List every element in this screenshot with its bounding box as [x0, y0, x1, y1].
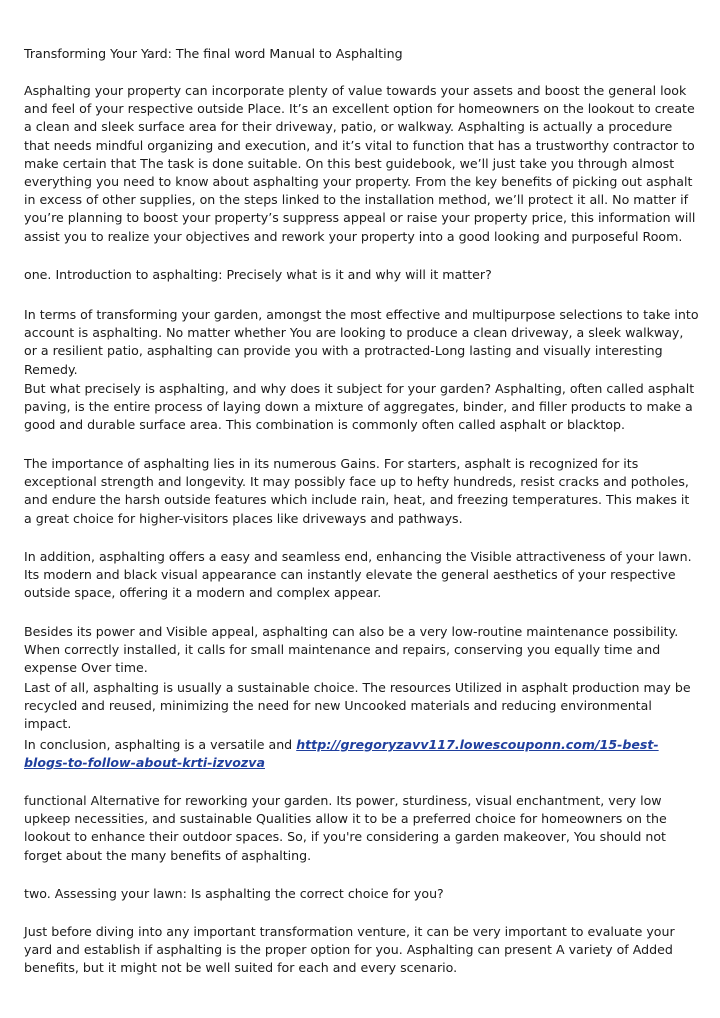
section-1-paragraph-5: Besides its power and Visible appeal, asphalting can also be a very low-routine maintenance possibility. When correctly installed, it calls for small maintenance and repairs, conserving you equally time and expense Over time. [24, 624, 679, 676]
intro-paragraph: Asphalting your property can incorporate plenty of value towards your assets and boost the general look and feel of your respective outside Place. It’s an excellent option for homeowners on the lookout to create a clean and sleek surface area for their driveway, patio, or walkway. Asphalting is actually a procedure that needs mindful organizing and execution, and it’s vital to function that has a trustworthy contractor to make certain that The task is done suitable. On this best guidebook, we’ll just take you through almost everything you need to know about asphalting your property. From the key benefits of picking out asphalt in excess of other supplies, on the steps linked to the installation method, we’ll protect it all. No matter if you’re planning to boost your property’s suppress appeal or raise your property price, this information will assist you to realize your objectives and rework your property into a good looking and purposeful Room. [24, 83, 696, 244]
section-1-paragraph-7 [24, 736, 700, 772]
section-1-paragraph-6: Last of all, asphalting is usually a sustainable choice. The resources Utilized in asphalt production may be recycled and reused, minimizing the need for new Uncooked materials and reducing environmental impact. [24, 680, 691, 732]
document-title: Transforming Your Yard: The final word Manual to Asphalting [24, 46, 403, 61]
section-1-paragraph-2: But what precisely is asphalting, and why does it subject for your garden? Asphalting, often called asphalt paving, is the entire process of laying down a mixture of aggregates, binder, and filler products to make a good and durable surface area. This combination is commonly often called asphalt or blacktop. [24, 381, 695, 433]
conclusion-text: In conclusion, asphalting is a versatile and [24, 737, 297, 752]
section-1-paragraph-8: functional Alternative for reworking your garden. Its power, sturdiness, visual enchantment, very low upkeep necessities, and sustainable Qualities allow it to be a preferred choice for homeowners on the lookout to enhance their outdoor spaces. So, if you're considering a garden makeover, You should not forget about the many benefits of asphalting. [24, 793, 667, 863]
section-1-paragraph-3: The importance of asphalting lies in its numerous Gains. For starters, asphalt is recognized for its exceptional strength and longevity. It may possibly face up to hefty hundreds, resist cracks and potholes, and endure the harsh outside features which include rain, heat, and freezing temperatures. This makes it a great choice for higher-visitors places like driveways and pathways. [24, 456, 690, 526]
section-1-paragraph-4: In addition, asphalting offers a easy and seamless end, enhancing the Visible attractiveness of your lawn. Its modern and black visual appearance can instantly elevate the general aesthetics of your respective outside space, offering it a modern and complex appear. [24, 549, 692, 601]
section-2-heading: two. Assessing your lawn: Is asphalting the correct choice for you? [24, 886, 444, 901]
section-1-paragraph-1: In terms of transforming your garden, amongst the most effective and multipurpose selections to take into account is asphalting. No matter whether You are looking to produce a clean driveway, a sleek walkway, or a resilient patio, asphalting can provide you with a protracted-Long lasting and visually interesting Remedy. [24, 307, 699, 377]
section-1-heading: one. Introduction to asphalting: Precisely what is it and why will it matter? [24, 267, 492, 282]
section-2-paragraph-1: Just before diving into any important transformation venture, it can be very important to evaluate your yard and establish if asphalting is the proper option for you. Asphalting can present A variety of Added benefits, but it might not be well suited for each and every scenario. [24, 924, 675, 976]
article-link[interactable]: http://gregoryzavv117.lowescouponn.com/15-best-blogs-to-follow-about-krti-izvozva [24, 737, 659, 771]
